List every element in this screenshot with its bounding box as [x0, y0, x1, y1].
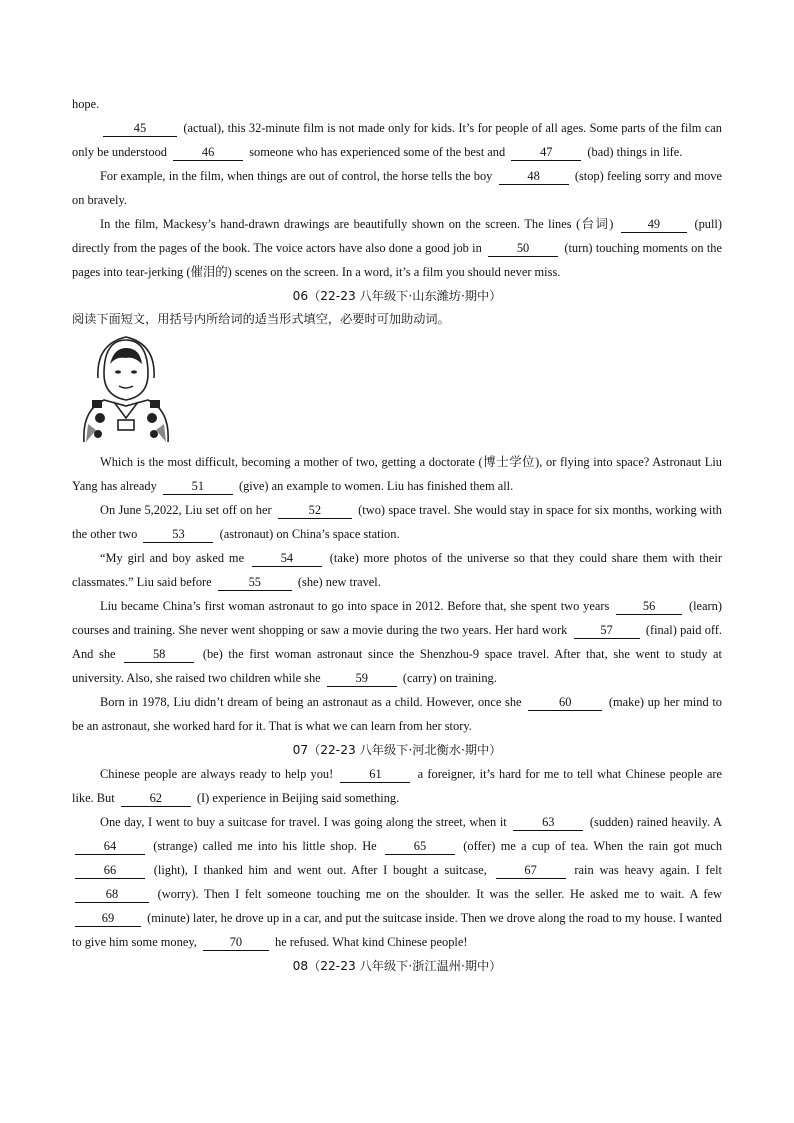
text: For example, in the film, when things are out of control, the horse tells the boy [100, 169, 496, 183]
text: Which is the most difficult, becoming a mother of two, getting a doctorate (博士学位), or flying into space? Astronaut Liu Yang has already [72, 455, 722, 493]
blank-68[interactable]: 68 [75, 887, 149, 903]
paragraph-54 [72, 546, 722, 594]
paragraph-63 [72, 810, 722, 954]
blank-48[interactable]: 48 [499, 169, 569, 185]
blank-50[interactable]: 50 [488, 241, 558, 257]
blank-62[interactable]: 62 [121, 791, 191, 807]
blank-65[interactable]: 65 [385, 839, 455, 855]
text: “My girl and boy asked me [100, 551, 249, 565]
blank-49[interactable]: 49 [621, 217, 687, 233]
text: (offer) me a cup of tea. When the rain got much [457, 839, 723, 853]
text: (astronaut) on China’s space station. [216, 527, 400, 541]
text: (make) up her mind to be an astronaut, she worked hard for it. That is what we can learn from her story. [72, 695, 722, 733]
astronaut-photo [74, 334, 178, 442]
text: someone who has experienced some of the best and [246, 145, 509, 159]
paragraph-52 [72, 498, 722, 546]
blank-69[interactable]: 69 [75, 911, 141, 927]
text: Liu became China’s first woman astronaut to go into space in 2012. Before that, she spent two years [100, 599, 614, 613]
text: (strange) called me into his little shop. He [148, 839, 382, 853]
text: (carry) on training. [399, 671, 497, 685]
blank-59[interactable]: 59 [327, 671, 397, 687]
section-header-06: 06（22-23 八年级下·山东潍坊·期中） [292, 289, 502, 303]
text: (bad) things in life. [584, 145, 683, 159]
blank-47[interactable]: 47 [511, 145, 581, 161]
paragraph-45 [72, 116, 722, 164]
text: (pull) directly from the pages of the book. The voice actors have also done a good job in [72, 217, 722, 255]
section-header-07: 07（22-23 八年级下·河北衡水·期中） [292, 743, 502, 757]
text: (I) experience in Beijing said something. [193, 791, 400, 805]
text: (be) the first woman astronaut since the Shenzhou-9 space travel. After that, she went to study at university. Also, she raised two children while she [72, 647, 722, 685]
text: he refused. What kind Chinese people! [271, 935, 468, 949]
text: (two) space travel. She would stay in space for six months, working with the other two [72, 503, 722, 541]
blank-63[interactable]: 63 [513, 815, 583, 831]
text: (take) more photos of the universe so that they could share them with their classmates.” Liu said before [72, 551, 722, 589]
text: (sudden) rained heavily. A [586, 815, 722, 829]
section-header-08: 08（22-23 八年级下·浙江温州·期中） [292, 959, 502, 973]
text: (minute) later, he drove up in a car, and put the suitcase inside. Then we drove along the road to my house. I wanted to give him some money, [72, 911, 722, 949]
text: (final) paid off. And she [72, 623, 723, 661]
text: (give) an example to women. Liu has finished them all. [235, 479, 514, 493]
blank-61[interactable]: 61 [340, 767, 410, 783]
text: (light), I thanked him and went out. After I bought a suitcase, [148, 863, 493, 877]
paragraph-61 [72, 762, 722, 810]
instruction: 阅读下面短文，用括号内所给词的适当形式填空，必要时可加助动词。 [72, 312, 450, 326]
blank-70[interactable]: 70 [203, 935, 269, 951]
blank-46[interactable]: 46 [173, 145, 243, 161]
text: Born in 1978, Liu didn’t dream of being an astronaut as a child. However, once she [100, 695, 526, 709]
blank-55[interactable]: 55 [218, 575, 292, 591]
paragraph-hope [72, 92, 722, 116]
text: (turn) touching moments on the pages into tear-jerking (催泪的) scenes on the screen. In a word, it’s a film you should never miss. [72, 241, 722, 279]
text: One day, I went to buy a suitcase for travel. I was going along the street, when it [100, 815, 511, 829]
text: (she) new travel. [294, 575, 381, 589]
blank-57[interactable]: 57 [574, 623, 640, 639]
text: In the film, Mackesy’s hand-drawn drawings are beautifully shown on the screen. The lines (台词) [100, 217, 618, 231]
blank-56[interactable]: 56 [616, 599, 682, 615]
blank-53[interactable]: 53 [143, 527, 213, 543]
paragraph-48 [72, 164, 722, 212]
paragraph-60 [72, 690, 722, 738]
text: (worry). Then I felt someone touching me on the shoulder. It was the seller. He asked me to wait. A few [152, 887, 722, 901]
blank-51[interactable]: 51 [163, 479, 233, 495]
text: On June 5,2022, Liu set off on her [100, 503, 275, 517]
blank-52[interactable]: 52 [278, 503, 352, 519]
blank-58[interactable]: 58 [124, 647, 194, 663]
text: (learn) courses and training. She never went shopping or saw a movie during the two years. Her hard work [72, 599, 722, 637]
blank-64[interactable]: 64 [75, 839, 145, 855]
text: hope. [72, 97, 100, 111]
paragraph-56 [72, 594, 722, 690]
text: (actual), this 32-minute film is not made only for kids. It’s for people of all ages. Some parts of the film can only be understood [72, 121, 722, 159]
text: rain was heavy again. I felt [568, 863, 722, 877]
paragraph-49 [72, 212, 722, 284]
text: Chinese people are always ready to help you! [100, 767, 338, 781]
blank-66[interactable]: 66 [75, 863, 145, 879]
blank-60[interactable]: 60 [528, 695, 602, 711]
paragraph-51 [72, 450, 722, 498]
text: (stop) feeling sorry and move on bravely. [72, 169, 722, 207]
worksheet-page [72, 92, 722, 978]
blank-67[interactable]: 67 [496, 863, 566, 879]
blank-45[interactable]: 45 [103, 121, 177, 137]
text: a foreigner, it’s hard for me to tell what Chinese people are like. But [72, 767, 722, 805]
blank-54[interactable]: 54 [252, 551, 322, 567]
